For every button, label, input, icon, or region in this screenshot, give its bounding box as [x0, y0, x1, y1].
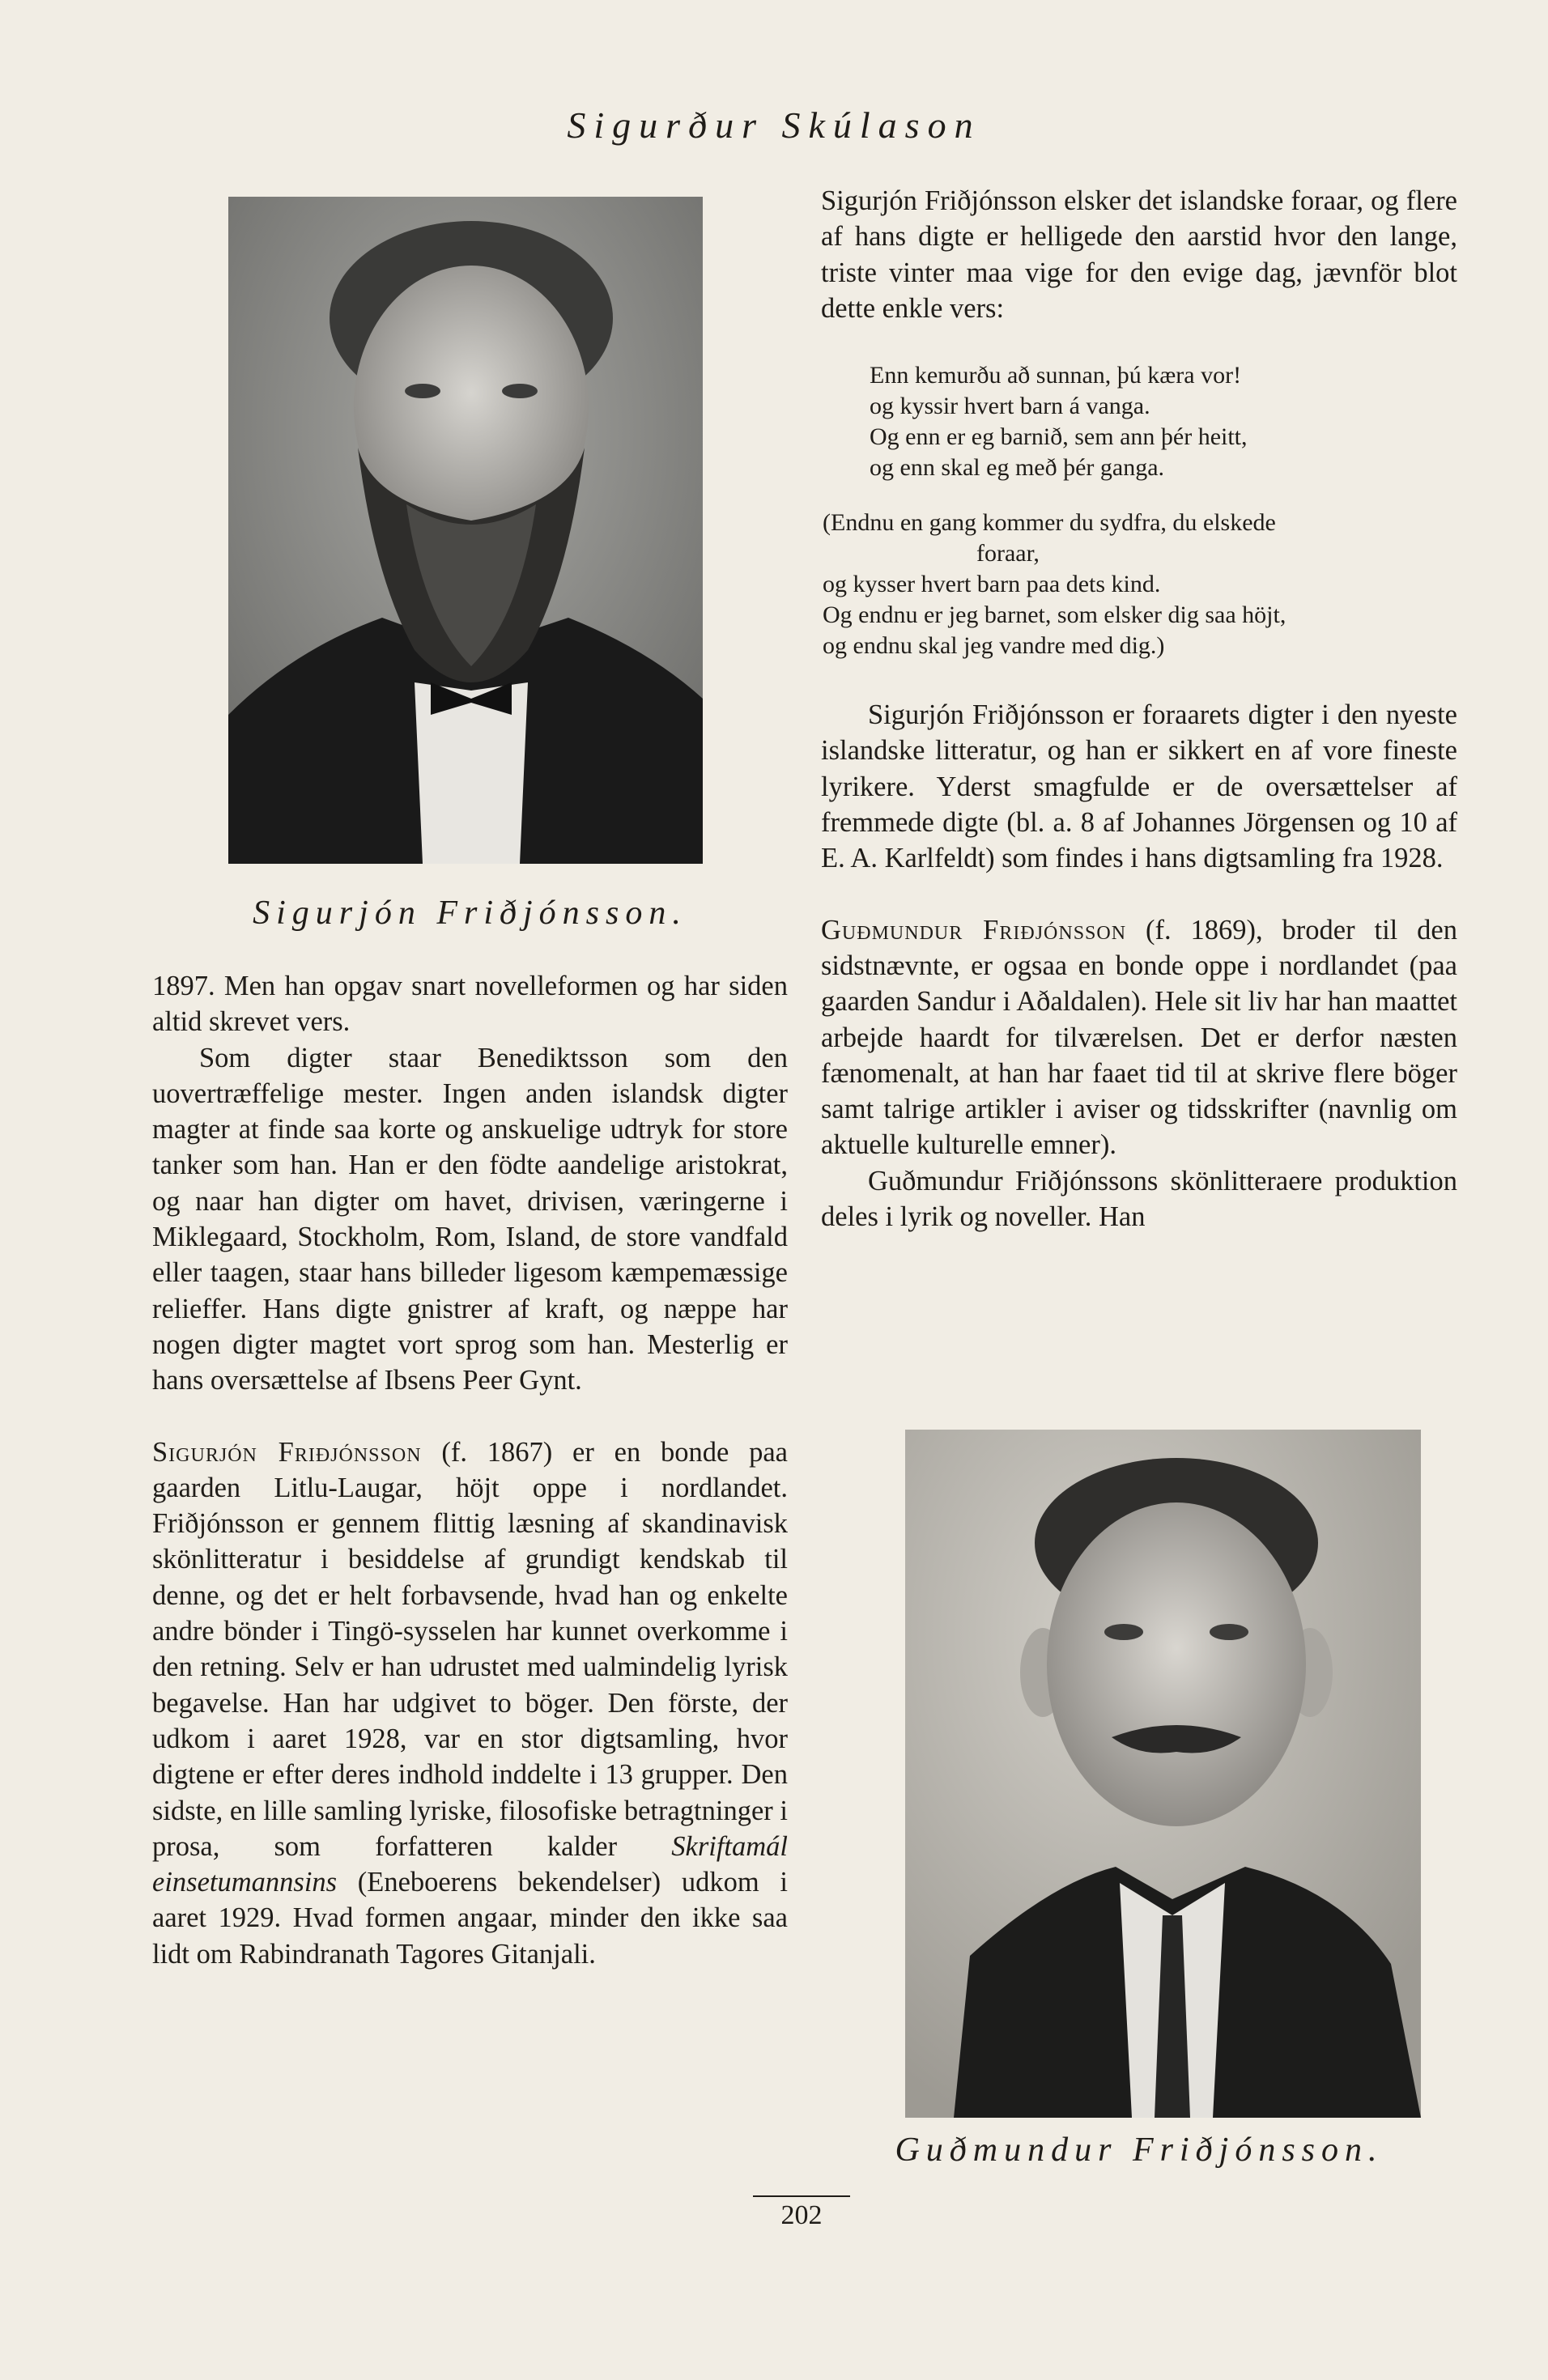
verse-translation	[823, 508, 1457, 661]
left-paragraph-1: 1897. Men han opgav snart novelleformen og har siden altid skrevet vers.	[152, 971, 788, 1038]
left-column	[152, 968, 788, 1972]
right-paragraph-3-text: (f. 1869), broder til den sidstnævnte, er ogsaa en bonde oppe i nordlandet (paa gaarden Sandur i Aðaldalen). Hele sit liv har han maattet arbejde haardt for tilværelsen. Det er derfor næsten fænomenalt, at han har faaet tid til at skrive flere böger samt talrige artikler i aviser og tidsskrifter (navnlig om aktuelle kulturelle emner).	[821, 914, 1457, 1161]
portrait-photo-sigurjon	[228, 197, 703, 864]
right-column	[821, 183, 1457, 1235]
verse-line: og kysser hvert barn paa dets kind.	[823, 571, 1161, 598]
right-paragraph-2: Sigurjón Friðjónsson er foraarets digter i den nyeste islandske litteratur, og han er sikkert en af vore fineste lyrikere. Yderst smagfulde er de oversættelser af fremmede digte (bl. a. 8 af Johannes Jörgensen og 10 af E. A. Karlfeldt) som findes i hans digtsamling fra 1928.	[821, 699, 1457, 874]
left-paragraph-3	[152, 1434, 788, 1972]
right-paragraph-3	[821, 912, 1457, 1163]
verse-line: Og endnu er jeg barnet, som elsker dig saa höjt,	[823, 601, 1286, 629]
right-paragraph-1: Sigurjón Friðjónsson elsker det islandske foraar, og flere af hans digte er helligede den aarstid hvor den lange, triste vinter maa vige for den evige dag, jævnför blot dette enkle vers:	[821, 185, 1457, 324]
name-sigurjon: Sigurjón Friðjónsson	[152, 1436, 422, 1468]
verse-line: foraar,	[976, 540, 1040, 567]
right-paragraph-4: Guðmundur Friðjónssons skönlitteraere produktion deles i lyrik og noveller. Han	[821, 1165, 1457, 1233]
portrait-photo-gudmundur	[905, 1430, 1421, 2118]
name-gudmundur: Guðmundur Friðjónsson	[821, 914, 1127, 946]
page-number: 202	[753, 2195, 850, 2231]
verse-original	[870, 360, 1457, 483]
left-paragraph-3-text-b: (Eneboerens bekendelser) udkom i aaret 1929. Hvad formen angaar, minder den ikke saa lidt om Rabindranath Tagores Gitanjali.	[152, 1867, 788, 1970]
verse-line: (Endnu en gang kommer du sydfra, du elskede	[823, 509, 1276, 537]
running-head: Sigurður Skúlason	[567, 104, 981, 146]
photo-caption-gudmundur: Guðmundur Friðjónsson.	[895, 2131, 1384, 2169]
left-paragraph-3-text-a: (f. 1867) er en bonde paa gaarden Litlu-Laugar, höjt oppe i nordlandet. Friðjónsson er gennem flittig læsning af skandinavisk skönlitteratur i besiddelse af grundigt kendskab til denne, og det er helt forbavsende, hvad han og enkelte andre bönder i Tingö-sysselen har kunnet overkomme i den retning. Selv er han udrustet med ualmindelig lyrisk begavelse. Han har udgivet to böger. Den förste, der udkom i aaret 1928, var en stor digtsamling, hvor digtene er efter deres indhold inddelte i 13 grupper. Den sidste, en lille samling lyriske, filosofiske betragtninger i prosa, som forfatteren kalder	[152, 1436, 788, 1862]
book-title: Skriftamál einsetumannsins	[152, 1830, 788, 1898]
portrait-sigurjon-graphic	[228, 197, 703, 864]
portrait-gudmundur-graphic	[905, 1430, 1421, 2118]
verse-line: og endnu skal jeg vandre med dig.)	[823, 632, 1165, 660]
verse-line: Og enn er eg barnið, sem ann þér heitt,	[870, 423, 1248, 451]
verse-line: Enn kemurðu að sunnan, þú kæra vor!	[870, 362, 1242, 389]
verse-line: og enn skal eg með þér ganga.	[870, 454, 1165, 482]
photo-caption-sigurjon: Sigurjón Friðjónsson.	[253, 895, 687, 932]
verse-line: og kyssir hvert barn á vanga.	[870, 393, 1150, 420]
left-paragraph-2: Som digter staar Benediktsson som den uovertræffelige mester. Ingen anden islandsk digter magter at finde saa korte og anskuelige udtryk for store tanker som han. Han er den födte aandelige aristokrat, og naar han digter om havet, drivisen, væringerne i Miklegaard, Stockholm, Rom, Island, de store vandfald eller taagen, staar hans billeder ligesom kæmpemæssige relieffer. Hans digte gnistrer af kraft, og næppe har nogen digter magtet vort sprog som han. Mesterlig er hans oversættelse af Ibsens Peer Gynt.	[152, 1042, 788, 1396]
